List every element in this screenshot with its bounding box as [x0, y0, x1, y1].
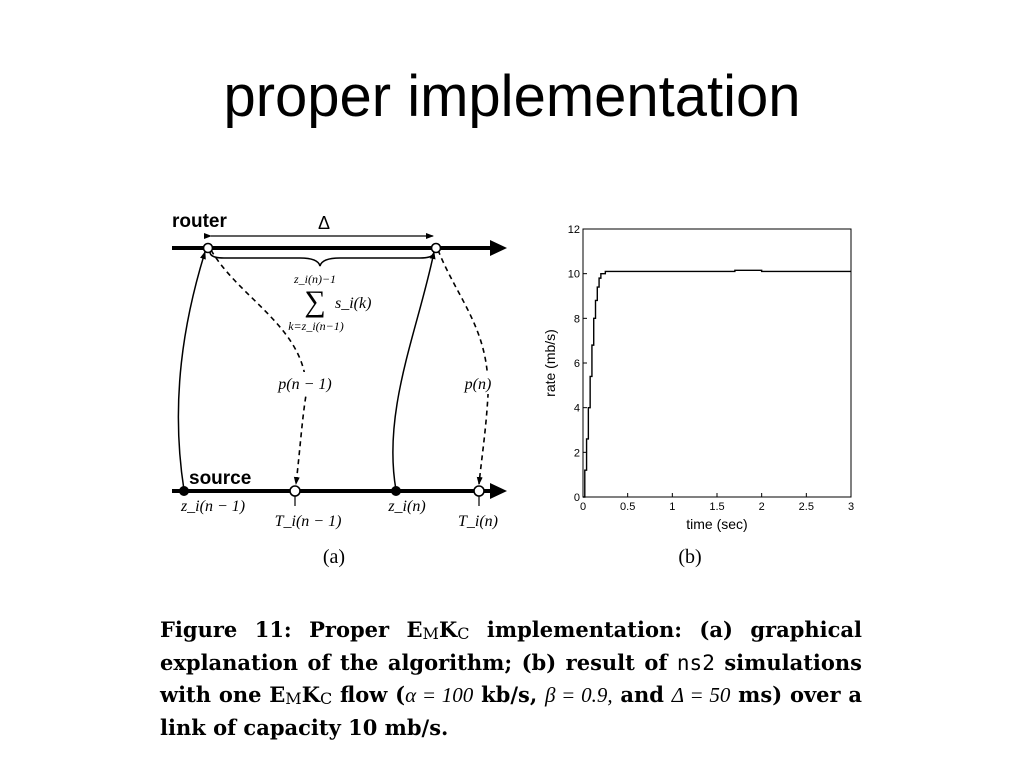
figure-caption [160, 614, 862, 743]
caption-part-1: Figure 11: Proper [160, 617, 407, 642]
brand-letter: K [301, 682, 320, 707]
caption-part-4: flow ( [332, 682, 406, 707]
brand-letter: M [285, 689, 302, 708]
x-tick-label: 0.5 [620, 501, 636, 513]
send-path-prev [178, 252, 205, 490]
y-tick-label: 6 [573, 358, 580, 370]
x-tick-label: 1 [669, 501, 676, 513]
sum-symbol: ∑ [304, 285, 326, 318]
brand-letter: C [319, 689, 333, 708]
p-prev-label: p(n − 1) [278, 376, 332, 393]
slide-title: proper implementation [223, 64, 801, 129]
router-marker-curr [432, 244, 441, 253]
caption-part-5: kb/s, [473, 682, 545, 707]
feedback-path-prev [211, 250, 306, 484]
y-tick-label: 10 [567, 268, 580, 281]
z-prev-label: z_i(n − 1) [180, 498, 246, 515]
source-arrowhead [490, 483, 507, 499]
y-tick-label: 2 [573, 447, 580, 460]
caption-alpha: α = 100 [405, 683, 474, 707]
p-curr-label: p(n) [464, 376, 492, 393]
delta-label: Δ [317, 213, 331, 233]
z-curr-label: z_i(n) [388, 498, 426, 515]
sum-brace [210, 252, 434, 266]
caption-delta: Δ = 50 [671, 683, 731, 707]
brand-letter: C [457, 624, 470, 643]
t-prev-label: T_i(n − 1) [274, 513, 342, 530]
router-arrowhead [490, 240, 507, 256]
sum-upper-limit: z_i(n)−1 [293, 272, 337, 286]
sum-term: s_i(k) [335, 295, 372, 312]
y-tick-label: 0 [573, 492, 580, 504]
send-marker-prev [179, 486, 189, 496]
send-marker-curr [391, 486, 401, 496]
caption-part-2: implementation: (a) graphical explanation of the algorithm; (b) result of [160, 617, 862, 675]
caption-part-6: and [612, 682, 672, 707]
x-tick-label: 3 [847, 501, 855, 513]
caption-part-7: ms) over a link of capacity 10 mb/s. [160, 682, 862, 740]
x-tick-label: 0 [579, 501, 587, 513]
caption-beta: β = 0.9, [544, 683, 613, 707]
y-tick-label: 4 [573, 402, 580, 415]
y-axis-label: rate (mb/s) [542, 329, 558, 397]
router-label: router [172, 211, 227, 232]
brand-letter: K [438, 617, 458, 642]
timing-diagram [172, 211, 507, 568]
y-tick-label: 8 [573, 313, 580, 326]
feedback-marker-prev [290, 486, 300, 496]
sum-lower-limit: k=z_i(n−1) [288, 319, 344, 333]
x-tick-label: 2.5 [798, 501, 814, 513]
t-curr-label: T_i(n) [458, 513, 498, 530]
brand-name [269, 682, 332, 707]
source-label: source [189, 468, 252, 489]
router-marker-prev [204, 244, 213, 253]
y-tick-label: 12 [567, 224, 580, 236]
chart-ticks [568, 224, 854, 513]
caption-ns2: ns2 [676, 651, 715, 675]
x-tick-label: 1.5 [709, 501, 725, 513]
brand-letter: E [406, 617, 423, 642]
brand-name [407, 617, 470, 642]
rate-series-line [583, 270, 851, 497]
chart-label-b: (b) [678, 546, 702, 568]
brand-letter: E [269, 682, 286, 707]
send-path-curr [393, 252, 434, 490]
feedback-path-curr [438, 250, 488, 484]
x-tick-label: 2 [758, 501, 765, 513]
rate-chart [542, 224, 854, 568]
diagram-label-a: (a) [322, 546, 346, 568]
x-axis-label: time (sec) [686, 516, 748, 532]
feedback-marker-curr [474, 486, 484, 496]
brand-letter: M [422, 624, 439, 643]
caption-part-3: simulations with one [160, 650, 862, 707]
plot-frame [583, 229, 851, 497]
